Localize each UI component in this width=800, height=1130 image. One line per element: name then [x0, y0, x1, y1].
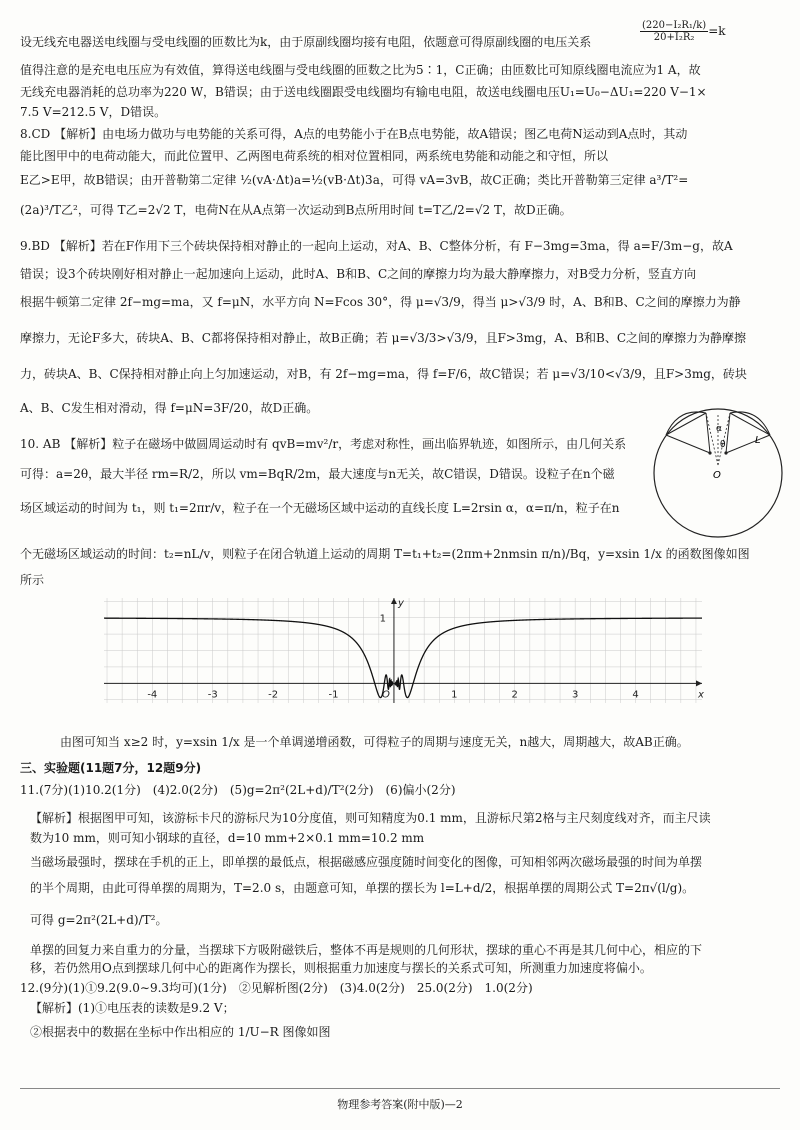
x-tick-label: 4 [632, 689, 639, 701]
y-axis-label: y [397, 598, 404, 609]
x-axis-arrow [696, 680, 702, 686]
q12-line: ②根据表中的数据在坐标中作出相应的 1/U−R 图像如图 [30, 1025, 331, 1039]
xsin-function-plot [100, 590, 712, 725]
y-tick-label: 1 [379, 613, 386, 625]
q10-line: 所示 [20, 573, 45, 587]
x-tick-label: 2 [511, 689, 518, 701]
y-axis-arrow [391, 598, 397, 604]
q11-line: 单摆的回复力来自重力的分量，当摆球下方吸附磁铁后，整体不再是规则的几何形状，摆球的重心不再是其几何中心，相应的下 [30, 943, 703, 957]
q10-line: 可得：a=2θ，最大半径 rm=R/2，所以 vm=BqR/2m，最大速度与n无关，故C错误，D错误。设粒子在n个磁 [20, 467, 615, 481]
q9-line: 错误；设3个砖块刚好相对静止一起加速向上运动，此时A、B和B、C之间的摩擦力均为最大静摩擦力，对B受力分析，竖直方向 [20, 267, 696, 281]
q9-line: A、B、C发生相对滑动，得 f=μN=3F/20，故D正确。 [20, 401, 319, 415]
q10-line: 10. AB 【解析】粒子在磁场中做圆周运动时有 qvB=mv²/r，考虑对称性，画出临界轨迹，如图所示，由几何关系 [20, 437, 627, 451]
x-tick-label: 3 [571, 689, 579, 701]
alpha-label: α [716, 424, 722, 434]
q11-line: 的半个周期，由此可得单摆的周期为，T=2.0 s，由题意可知，单摆的摆长为 l=L+d/2，根据单摆的周期公式 T=2π√(l/g)。 [30, 881, 695, 895]
x-tick-label: -2 [268, 689, 279, 701]
q11-line: 当磁场最强时，摆球在手机的正上，即单摆的最低点，根据磁感应强度随时间变化的图像，可知相邻两次磁场最强的时间为单摆 [30, 855, 703, 869]
q8-line: 能比图甲中的电荷动能大，而此位置甲、乙两图电荷系统的相对位置相同，两系统电势能和动能之和守恒，所以 [20, 149, 609, 163]
x-tick-label: -1 [328, 689, 339, 701]
text-line: 7.5 V=212.5 V，D错误。 [20, 105, 167, 119]
q8-line: 8.CD 【解析】由电场力做功与电势能的关系可得，A点的电势能小于在B点电势能，故A错误；图乙电荷N运动到A点时，其动 [20, 127, 688, 141]
q11-line: 【解析】根据图甲可知，该游标卡尺的游标尺为10分度值，则可知精度为0.1 mm，且游标尺第2格与主尺刻度线对齐，而主尺读 [30, 811, 711, 825]
x-axis-label: x [698, 689, 704, 701]
q11-line: 移，若仍然用O点到摆球几何中心的距离作为摆长，则根据重力加速度与摆长的关系式可知，所测重力加速度将偏小。 [30, 961, 652, 975]
function-curve [104, 618, 702, 697]
q12-line: 12.(9分)(1)①9.2(9.0∼9.3均可)(1分) ②见解析图(2分) (3)4.0(2分) 25.0(2分) 1.0(2分) [20, 981, 533, 995]
q9-line: 9.BD 【解析】若在F作用下三个砖块保持相对静止的一起向上运动，对A、B、C整体分析，有 F−3mg=3ma，得 a=F/3m−g，故A [20, 239, 733, 253]
q12-line: 【解析】(1)①电压表的读数是9.2 V； [30, 1001, 235, 1015]
q9-line: 力，砖块A、B、C保持相对静止向上匀加速运动，对B，有 2f−mg=ma，得 f=F/6，故C错误；若 μ=√3/10<√3/9，且F>3mg，砖块 [20, 367, 747, 381]
q11-line: 数为10 mm，则可知小钢球的直径，d=10 mm+2×0.1 mm=10.2 mm [30, 831, 425, 845]
theta-label: θ [720, 440, 726, 450]
q9-line: 根据牛顿第二定律 2f−mg=ma，又 f=μN，水平方向 N=Fcos 30°，得 μ=√3/9，得当 μ>√3/9 时，A、B和B、C之间的摩擦力为静 [20, 295, 741, 309]
q9-line: 摩擦力，无论F多大，砖块A、B、C都将保持相对静止，故B正确；若 μ=√3/3>√3/9，且F>3mg，A、B和B、C之间的摩擦力为静摩擦 [20, 331, 747, 345]
q11-line: 可得 g=2π²(2L+d)/T²。 [30, 913, 168, 927]
section-heading: 三、实验题(11题7分，12题9分) [20, 761, 202, 775]
x-tick-label: 1 [451, 689, 458, 701]
x-tick-label: -4 [147, 689, 158, 701]
q11-line: 11.(7分)(1)10.2(1分) (4)2.0(2分) (5)g=2π²(2L+d)/T²(2分) (6)偏小(2分) [20, 783, 456, 797]
L-label: L [755, 435, 761, 446]
x-tick-label: -3 [207, 689, 218, 701]
footer-rule [20, 1088, 780, 1089]
voltage-relation-formula: $\frac{\text{(220−I₂R₁/k)}}{\text{20+I₂R₂}}$ =k [642, 20, 726, 43]
origin-label: O [713, 470, 721, 481]
q8-line: E乙>E甲，故B错误；由开普勒第二定律 ½(vA·Δt)a=½(vB·Δt)3a，可得 vA=3vB，故C正确；类比开普勒第三定律 a³/T²= [20, 173, 689, 187]
q10-line: 场区域运动的时间为 t₁，则 t₁=2πr/v，粒子在一个无磁场区域中运动的直线长度 L=2rsin α，α=π/n，粒子在n [20, 501, 620, 515]
origin-label: O [381, 689, 390, 701]
page-footer: 物理参考答案(附中版)—2 [337, 1098, 463, 1111]
text-line: 无线充电器消耗的总功率为220 W，B错误；由于送电线圈跟受电线圈均有输电电阻，故送电线圈电压U₁=U₀−ΔU₁=220 V−1× [20, 85, 707, 99]
q10-line: 由图可知当 x≥2 时，y=xsin 1/x 是一个单调递增函数，可得粒子的周期与速度无关，n越大，周期越大，故AB正确。 [60, 735, 689, 749]
critical-trajectory-diagram [650, 405, 786, 541]
text-line: 值得注意的是充电电压应为有效值，算得送电线圈与受电线圈的匝数之比为5∶1，C正确；由匝数比可知原线圈电流应为1 A，故 [20, 63, 701, 77]
q8-line: (2a)³/T乙²，可得 T乙=2√2 T，电荷N在从A点第一次运动到B点所用时间 t=T乙/2=√2 T，故D正确。 [20, 203, 572, 217]
text-line: 设无线充电器送电线圈与受电线圈的匝数比为k，由于原副线圈均接有电阻，依题意可得原副线圈的电压关系 [20, 35, 592, 49]
q10-line: 个无磁场区域运动的时间：t₂=nL/v，则粒子在闭合轨道上运动的周期 T=t₁+t₂=(2πm+2nmsin π/n)/Bq，y=xsin 1/x 的函数图像如图 [20, 547, 750, 561]
